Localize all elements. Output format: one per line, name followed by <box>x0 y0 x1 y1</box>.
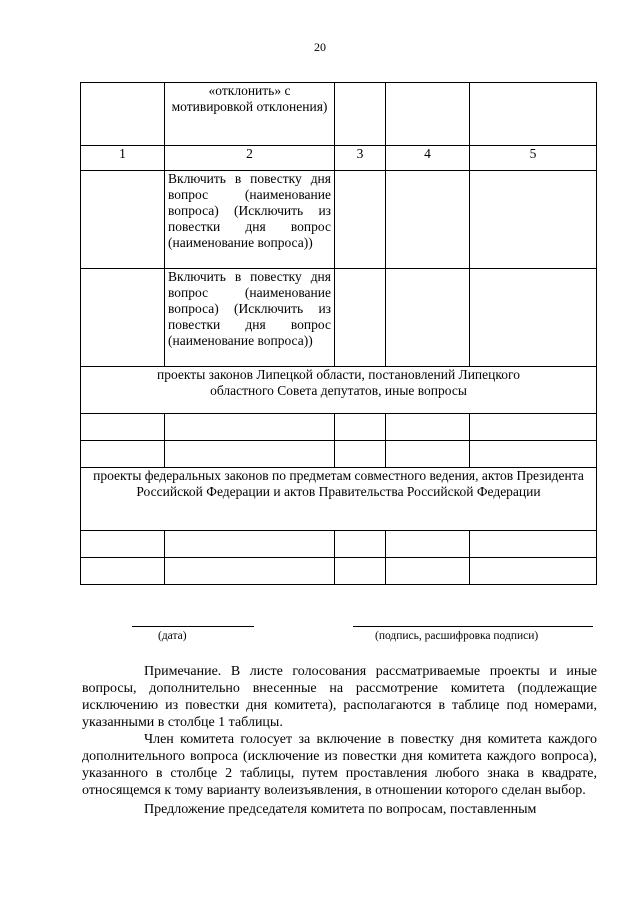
vote-checkbox-cell[interactable] <box>470 441 597 468</box>
column-number: 5 <box>470 146 597 171</box>
table-cell <box>165 414 335 441</box>
column-number: 1 <box>81 146 165 171</box>
column-number: 3 <box>335 146 386 171</box>
vote-checkbox-cell[interactable] <box>470 531 597 558</box>
section-row <box>81 367 597 414</box>
number-cell <box>81 171 165 269</box>
vote-checkbox-cell[interactable] <box>470 171 597 269</box>
note-paragraph: Предложение председателя комитета по вопросам, поставленным <box>144 802 537 817</box>
voting-table <box>80 82 597 585</box>
vote-checkbox-cell[interactable] <box>335 414 386 441</box>
vote-checkbox-cell[interactable] <box>335 269 386 367</box>
vote-checkbox-cell[interactable] <box>470 414 597 441</box>
vote-checkbox-cell[interactable] <box>386 441 470 468</box>
vote-checkbox-cell[interactable] <box>386 171 470 269</box>
table-row <box>81 83 597 146</box>
table-cell <box>81 558 165 585</box>
column-number-row <box>81 146 597 171</box>
note-paragraph: Член комитета голосует за включение в повестку дня комитета каждого дополнительного вопроса (исключение из повестки дня комитета каждого вопроса), указанного в столбце 2 таблицы, путем проставления любого знака в квадрате, относящемся к тому варианту волеизъявления, в отношении которого сделан выбор. <box>82 732 597 798</box>
column-number: 4 <box>386 146 470 171</box>
table-row <box>81 531 597 558</box>
vote-checkbox-cell[interactable] <box>386 531 470 558</box>
notes <box>82 663 597 818</box>
date-line[interactable] <box>132 626 254 627</box>
table-row <box>81 269 597 367</box>
section-heading: проекты федеральных законов по предметам совместного ведения, актов Президента Российской Федерации и актов Правительства Российской Федерации <box>81 468 597 531</box>
vote-checkbox-cell[interactable] <box>386 269 470 367</box>
vote-checkbox-cell[interactable] <box>386 558 470 585</box>
column-number: 2 <box>165 146 335 171</box>
vote-checkbox-cell[interactable] <box>335 558 386 585</box>
question-cell: Включить в повестку дня вопрос (наименование вопроса) (Исключить из повестки дня вопрос (наименование вопроса)) <box>165 171 335 269</box>
table-cell <box>165 558 335 585</box>
table-cell <box>335 83 386 146</box>
page-number: 20 <box>314 40 326 54</box>
table-cell <box>165 531 335 558</box>
vote-checkbox-cell[interactable] <box>386 414 470 441</box>
question-cell: Включить в повестку дня вопрос (наименование вопроса) (Исключить из повестки дня вопрос (наименование вопроса)) <box>165 269 335 367</box>
table-cell <box>165 441 335 468</box>
table-row <box>81 171 597 269</box>
vote-checkbox-cell[interactable] <box>335 531 386 558</box>
vote-checkbox-cell[interactable] <box>335 441 386 468</box>
vote-checkbox-cell[interactable] <box>470 269 597 367</box>
table-row <box>81 558 597 585</box>
table-cell <box>81 531 165 558</box>
table-cell <box>386 83 470 146</box>
note-paragraph: Примечание. В листе голосования рассматриваемые проекты и иные вопросы, дополнительно внесенные на рассмотрение комитета (подлежащие исключению из повестки дня комитета), располагаются в таблице под номерами, указанными в столбце 1 таблицы. <box>82 664 597 730</box>
table-cell <box>81 414 165 441</box>
table-cell <box>470 83 597 146</box>
signature-line[interactable] <box>353 626 593 627</box>
number-cell <box>81 269 165 367</box>
vote-checkbox-cell[interactable] <box>470 558 597 585</box>
date-label: (дата) <box>158 630 187 642</box>
table-cell: «отклонить» с мотивировкой отклонения) <box>165 83 335 146</box>
table-row <box>81 441 597 468</box>
vote-checkbox-cell[interactable] <box>335 171 386 269</box>
signature-label: (подпись, расшифровка подписи) <box>375 630 539 642</box>
table-cell <box>81 441 165 468</box>
table-cell <box>81 83 165 146</box>
section-heading: проекты законов Липецкой области, постановлений Липецкого областного Совета депутатов, иные вопросы <box>81 367 597 414</box>
table-row <box>81 414 597 441</box>
section-row <box>81 468 597 531</box>
